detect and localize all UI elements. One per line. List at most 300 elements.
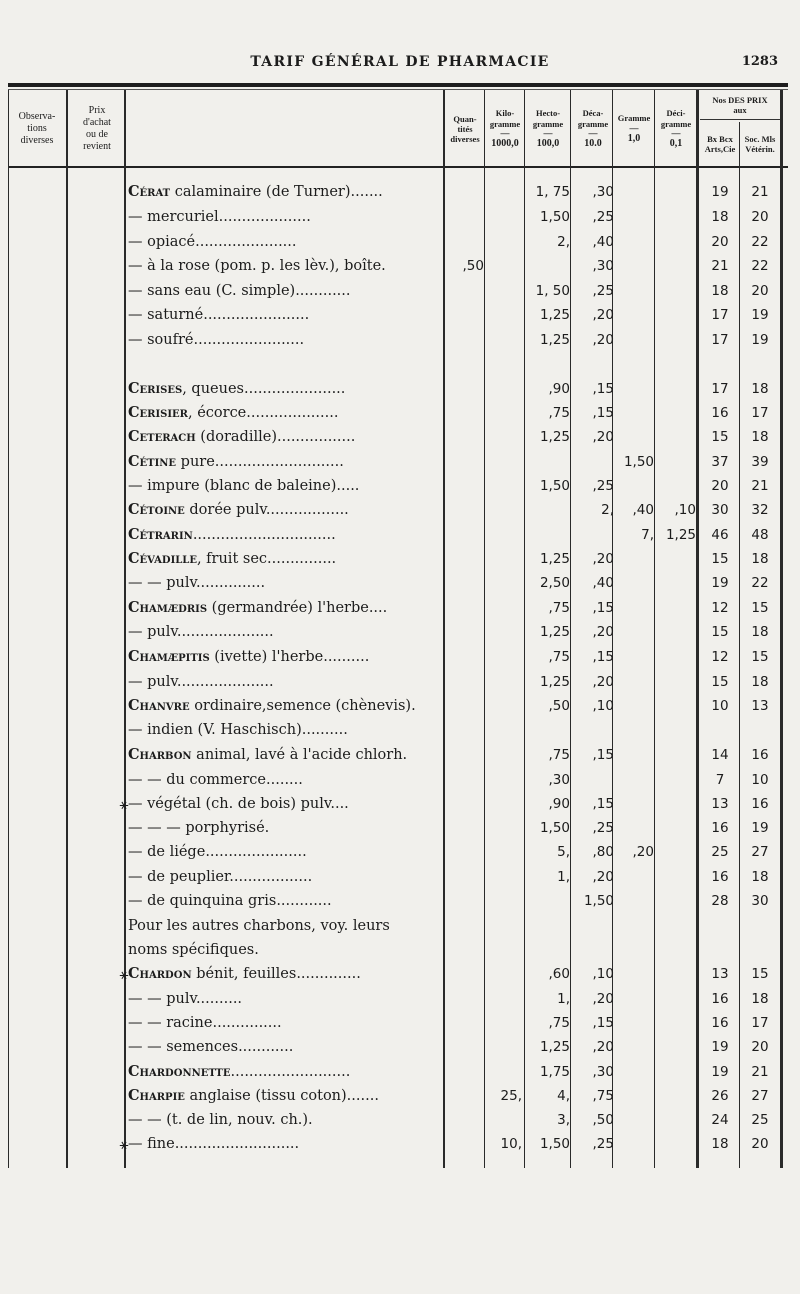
row-bx-value: 21: [711, 258, 729, 274]
row-dag-value: ,30: [592, 1064, 614, 1080]
row-item-description: — mercuriel: [128, 209, 219, 225]
row-item-leader-dots: ...........................: [174, 1136, 300, 1152]
row-bx-value: 20: [711, 234, 729, 250]
row-bx-value: 14: [711, 747, 729, 763]
row-dag-value: 1,50: [583, 893, 614, 909]
row-item-leader-dots: ..........................: [230, 1064, 351, 1080]
row-dag-value: ,15: [592, 1015, 614, 1031]
row-item-heading: Cerises: [128, 380, 183, 397]
row-item-description: — à la rose (pom. p. les lèv.), boîte.: [128, 258, 386, 274]
row-soc-value: 18: [751, 869, 769, 885]
row-soc-value: 19: [751, 332, 769, 348]
row-hg-value: 3,: [557, 1112, 570, 1128]
table-row: [0, 254, 800, 278]
col-header-bx-arts: Bx Bcx Arts,Cie: [704, 133, 736, 154]
row-item-name: [128, 768, 438, 792]
row-bx-value: 17: [711, 332, 729, 348]
row-item-leader-dots: ............................: [214, 454, 344, 470]
table-row: [0, 768, 800, 792]
page-number: 1283: [741, 54, 778, 69]
row-item-description: calaminaire (de Turner): [170, 184, 351, 200]
row-item-description: — indien (V. Haschisch): [128, 722, 302, 738]
row-item-heading: Charpie: [128, 1087, 185, 1104]
row-hg-value: 1,25: [539, 551, 570, 567]
col-header-decigram-unit: 0,1: [669, 137, 683, 149]
table-row: [0, 938, 800, 962]
row-g-value: 7,: [641, 527, 654, 543]
row-hg-value: 1, 75: [535, 184, 570, 200]
row-bx-value: 16: [711, 1015, 729, 1031]
col-header-hectogram-unit: 100,0: [536, 137, 560, 149]
row-item-leader-dots: ............: [238, 1039, 294, 1055]
row-dag-value: ,75: [592, 1088, 614, 1104]
row-item-leader-dots: ....: [330, 796, 349, 812]
row-soc-value: 19: [751, 307, 769, 323]
row-soc-value: 18: [751, 429, 769, 445]
row-soc-value: 21: [751, 478, 769, 494]
row-bx-value: 13: [711, 966, 729, 982]
row-item-name: [128, 1035, 438, 1059]
row-item-name: [128, 792, 438, 816]
row-soc-value: 21: [751, 184, 769, 200]
row-item-name: [128, 889, 438, 913]
row-soc-value: 18: [751, 624, 769, 640]
row-item-name: [128, 1132, 438, 1156]
row-item-name: [128, 865, 438, 889]
row-item-description: Pour les autres charbons, voy. leurs: [128, 918, 390, 934]
table-row: [0, 962, 800, 986]
row-qty-value: ,50: [462, 258, 484, 274]
row-item-description: — de peuplier: [128, 869, 230, 885]
row-item-name: [128, 205, 438, 229]
table-row: [0, 889, 800, 913]
row-item-leader-dots: ......................: [244, 381, 346, 397]
row-item-name: [128, 230, 438, 254]
row-item-name: [128, 914, 438, 938]
row-bx-value: 18: [711, 209, 729, 225]
row-item-description: — pulv.: [128, 624, 182, 640]
row-item-name: [128, 450, 438, 474]
table-row: [0, 474, 800, 498]
row-hg-value: 1,50: [539, 478, 570, 494]
row-item-description: bénit, feuilles: [191, 966, 297, 982]
row-hg-value: ,50: [548, 698, 570, 714]
row-dag-value: ,20: [592, 624, 614, 640]
row-item-description: (germandrée) l'herbe: [207, 600, 369, 616]
row-item-leader-dots: ..........: [301, 722, 348, 738]
row-item-leader-dots: ....................: [181, 624, 274, 640]
row-item-leader-dots: ..............: [296, 966, 361, 982]
table-row: [0, 1084, 800, 1108]
row-hg-value: 1,: [557, 991, 570, 1007]
col-header-gram-dash: —: [629, 122, 639, 133]
row-item-heading: Charbon: [128, 746, 192, 763]
row-bx-value: 15: [711, 429, 729, 445]
row-bx-value: 46: [711, 527, 729, 543]
row-item-description: — — semences: [128, 1039, 239, 1055]
row-bx-value: 18: [711, 1136, 729, 1152]
row-soc-value: 30: [751, 893, 769, 909]
row-item-description: — végétal (ch. de bois) pulv: [128, 796, 331, 812]
row-item-name: [128, 816, 438, 840]
row-item-heading: Ceterach: [128, 428, 196, 445]
row-item-name: [128, 962, 438, 986]
row-item-leader-dots: ..........: [195, 991, 243, 1007]
row-bx-value: 15: [711, 624, 729, 640]
row-dag-value: ,20: [592, 551, 614, 567]
table-row: [0, 1060, 800, 1084]
row-soc-value: 16: [751, 747, 769, 763]
row-item-name: [128, 645, 438, 669]
row-item-leader-dots: .....: [336, 478, 360, 494]
row-bx-value: 24: [711, 1112, 729, 1128]
row-item-leader-dots: ....................: [246, 405, 339, 421]
row-soc-value: 21: [751, 1064, 769, 1080]
row-item-leader-dots: ..........: [323, 649, 370, 665]
row-dag-value: ,25: [592, 478, 614, 494]
row-marker-icon: ⚹: [119, 1135, 129, 1153]
row-hg-value: ,75: [548, 600, 570, 616]
row-bx-value: 12: [711, 649, 729, 665]
col-header-decagram-label: Déca- gramme: [577, 108, 609, 129]
nos-prix-bar: [700, 119, 780, 120]
row-item-leader-dots: ........: [266, 772, 303, 788]
table-row: [0, 718, 800, 742]
col-header-quantities: Quan- tités diverses: [450, 113, 480, 145]
row-item-leader-dots: ........................: [193, 332, 305, 348]
row-item-leader-dots: ....................: [218, 209, 311, 225]
row-hg-value: 1,25: [539, 429, 570, 445]
row-item-description: — pulv: [128, 674, 177, 690]
row-dag-value: ,15: [592, 649, 614, 665]
row-bx-value: 19: [711, 1064, 729, 1080]
row-item-heading: Cétine: [128, 453, 177, 470]
row-item-leader-dots: ......................: [205, 844, 307, 860]
row-item-heading: Chardon: [128, 965, 192, 982]
row-bx-value: 16: [711, 405, 729, 421]
row-bx-value: 16: [711, 820, 729, 836]
row-item-name: [128, 401, 438, 425]
row-item-description: , écorce: [187, 405, 247, 421]
row-marker-icon: ⚹: [119, 795, 129, 813]
table-row: [0, 596, 800, 620]
row-item-description: — — pulv: [128, 991, 196, 1007]
row-bx-value: 7: [715, 772, 725, 788]
row-item-description: — opiacé: [128, 234, 196, 250]
row-hg-value: 1,25: [539, 674, 570, 690]
row-item-description: — — — porphyrisé.: [128, 820, 270, 836]
table-row: [0, 523, 800, 547]
row-hg-value: 1,50: [539, 209, 570, 225]
row-dag-value: ,20: [592, 429, 614, 445]
table-row: [0, 645, 800, 669]
row-item-name: [128, 523, 438, 547]
row-item-name: [128, 1060, 438, 1084]
row-soc-value: 39: [751, 454, 769, 470]
row-soc-value: 15: [751, 600, 769, 616]
page-header: [0, 54, 800, 78]
table-row: [0, 840, 800, 864]
row-item-leader-dots: ...............: [195, 575, 266, 591]
row-hg-value: 1,25: [539, 624, 570, 640]
row-dag-value: ,20: [592, 869, 614, 885]
row-bx-value: 15: [711, 674, 729, 690]
col-header-hectogram: [526, 92, 570, 166]
row-item-heading: Cétoine: [128, 501, 185, 518]
row-item-name: [128, 498, 438, 522]
row-bx-value: 37: [711, 454, 729, 470]
row-item-name: [128, 303, 438, 327]
col-header-purchase-price: Prix d'achat ou de revient: [83, 105, 111, 152]
row-soc-value: 22: [751, 575, 769, 591]
row-g-value: ,40: [632, 502, 654, 518]
row-bx-value: 12: [711, 600, 729, 616]
row-item-leader-dots: ...............: [267, 551, 337, 567]
table-row: [0, 205, 800, 229]
col-header-gram-label: Gramme: [617, 113, 651, 124]
row-dag-value: ,50: [592, 1112, 614, 1128]
col-header-kilogram: [486, 92, 524, 166]
row-dag-value: ,30: [592, 184, 614, 200]
row-soc-value: 48: [751, 527, 769, 543]
row-hg-value: 1,50: [539, 1136, 570, 1152]
row-bx-value: 20: [711, 478, 729, 494]
row-dg-value: ,10: [674, 502, 696, 518]
row-item-heading: Chardonnette: [128, 1063, 231, 1080]
row-hg-value: ,90: [548, 381, 570, 397]
table-row: [0, 1108, 800, 1132]
col-header-gram: [614, 92, 654, 166]
table-row: [0, 498, 800, 522]
row-soc-value: 27: [751, 844, 769, 860]
row-bx-value: 18: [711, 283, 729, 299]
table-row: [0, 1035, 800, 1059]
table-row: [0, 180, 800, 204]
row-item-heading: Cerisier: [128, 404, 188, 421]
row-soc-value: 18: [751, 991, 769, 1007]
row-item-leader-dots: .....................: [176, 674, 274, 690]
row-dag-value: ,40: [592, 234, 614, 250]
row-bx-value: 19: [711, 184, 729, 200]
row-dag-value: ,20: [592, 991, 614, 1007]
row-item-description: — — pulv: [128, 575, 196, 591]
row-bx-value: 19: [711, 1039, 729, 1055]
row-dag-value: ,25: [592, 820, 614, 836]
row-hg-value: 1,25: [539, 307, 570, 323]
row-soc-value: 20: [751, 209, 769, 225]
row-dag-value: 2,: [601, 502, 614, 518]
row-item-description: dorée pulv: [184, 502, 266, 518]
row-item-description: pure: [176, 454, 215, 470]
col-header-kilogram-dash: —: [500, 127, 510, 138]
row-item-description: (ivette) l'herbe: [209, 649, 324, 665]
row-dag-value: ,20: [592, 674, 614, 690]
row-item-name: [128, 743, 438, 767]
table-row: [0, 865, 800, 889]
row-hg-value: 1, 50: [535, 283, 570, 299]
table-row: [0, 743, 800, 767]
row-bx-value: 13: [711, 796, 729, 812]
row-hg-value: 1,75: [539, 1064, 570, 1080]
row-soc-value: 20: [751, 1039, 769, 1055]
row-item-description: (doradille): [195, 429, 277, 445]
row-hg-value: ,75: [548, 1015, 570, 1031]
row-item-description: — impure (blanc de baleine): [128, 478, 337, 494]
row-soc-value: 18: [751, 381, 769, 397]
row-item-name: [128, 1084, 438, 1108]
table-row: [0, 816, 800, 840]
row-dag-value: ,80: [592, 844, 614, 860]
row-soc-value: 20: [751, 1136, 769, 1152]
col-header-hectogram-dash: —: [543, 127, 553, 138]
page-title: TARIF GÉNÉRAL DE PHARMACIE: [250, 54, 550, 70]
row-item-description: — — (t. de lin, nouv. ch.).: [128, 1112, 313, 1128]
row-dag-value: ,15: [592, 405, 614, 421]
table-row: [0, 401, 800, 425]
col-header-kilogram-label: Kilo- gramme: [489, 108, 521, 129]
row-soc-value: 27: [751, 1088, 769, 1104]
row-item-description: — — du commerce: [128, 772, 267, 788]
header-rule: [8, 83, 788, 87]
row-dag-value: ,25: [592, 283, 614, 299]
row-dag-value: ,30: [592, 258, 614, 274]
row-dg-value: 1,25: [665, 527, 696, 543]
row-soc-value: 16: [751, 796, 769, 812]
row-bx-value: 16: [711, 869, 729, 885]
row-item-name: [128, 1011, 438, 1035]
col-header-decigram: [656, 92, 696, 166]
row-item-leader-dots: ...............................: [192, 527, 336, 543]
row-soc-value: 20: [751, 283, 769, 299]
row-item-leader-dots: ...............: [212, 1015, 282, 1031]
table-row: [0, 450, 800, 474]
row-item-description: , fruit sec: [196, 551, 268, 567]
row-item-description: — soufré: [128, 332, 194, 348]
row-item-leader-dots: ..................: [265, 502, 349, 518]
row-bx-value: 30: [711, 502, 729, 518]
col-header-hectogram-label: Hecto- gramme: [532, 108, 564, 129]
row-item-description: noms spécifiques.: [128, 942, 259, 958]
row-bx-value: 15: [711, 551, 729, 567]
table-row: [0, 547, 800, 571]
row-hg-value: ,30: [548, 772, 570, 788]
row-dag-value: ,10: [592, 966, 614, 982]
col-header-decigram-dash: —: [671, 127, 681, 138]
table-row: [0, 670, 800, 694]
table-row: [0, 1132, 800, 1156]
table-row: [0, 620, 800, 644]
row-item-name: [128, 571, 438, 595]
row-hg-value: ,75: [548, 405, 570, 421]
row-marker-icon: ⚹: [119, 965, 129, 983]
table-row: [0, 230, 800, 254]
row-item-description: — de quinquina gris: [128, 893, 277, 909]
row-dag-value: ,20: [592, 332, 614, 348]
row-item-leader-dots: .......: [350, 184, 383, 200]
row-item-name: [128, 670, 438, 694]
row-item-name: [128, 718, 438, 742]
row-item-name: [128, 547, 438, 571]
row-kg-value: 25,: [500, 1088, 522, 1104]
row-item-name: [128, 377, 438, 401]
row-hg-value: 1,25: [539, 332, 570, 348]
row-soc-value: 17: [751, 1015, 769, 1031]
row-item-description: animal, lavé à l'acide chlorh.: [191, 747, 408, 763]
table-row: [0, 328, 800, 352]
row-hg-value: 1,25: [539, 1039, 570, 1055]
row-dag-value: ,15: [592, 747, 614, 763]
row-bx-value: 10: [711, 698, 729, 714]
row-item-leader-dots: .................: [277, 429, 356, 445]
row-soc-value: 10: [751, 772, 769, 788]
col-header-decagram: [572, 92, 614, 166]
table-row: [0, 987, 800, 1011]
row-item-name: [128, 620, 438, 644]
row-hg-value: 2,50: [539, 575, 570, 591]
row-soc-value: 17: [751, 405, 769, 421]
table-row: [0, 425, 800, 449]
row-bx-value: 16: [711, 991, 729, 1007]
row-item-description: ordinaire,semence (chènevis).: [189, 698, 416, 714]
row-g-value: 1,50: [623, 454, 654, 470]
row-item-name: [128, 474, 438, 498]
row-dag-value: ,20: [592, 307, 614, 323]
table-row: [0, 694, 800, 718]
row-item-description: — saturné: [128, 307, 204, 323]
row-item-leader-dots: ......................: [195, 234, 297, 250]
row-bx-value: 19: [711, 575, 729, 591]
row-soc-value: 19: [751, 820, 769, 836]
row-item-description: — — racine: [128, 1015, 213, 1031]
row-soc-value: 15: [751, 649, 769, 665]
row-item-name: [128, 840, 438, 864]
col-header-kilogram-unit: 1000,0: [491, 137, 519, 149]
row-item-description: anglaise (tissu coton): [184, 1088, 347, 1104]
row-bx-value: 28: [711, 893, 729, 909]
row-hg-value: ,90: [548, 796, 570, 812]
row-kg-value: 10,: [500, 1136, 522, 1152]
col-header-gram-unit: 1,0: [627, 132, 641, 144]
row-hg-value: 1,: [557, 869, 570, 885]
row-soc-value: 22: [751, 234, 769, 250]
table-row: [0, 914, 800, 938]
row-item-heading: Chamæpitis: [128, 648, 210, 665]
row-dag-value: ,25: [592, 1136, 614, 1152]
row-hg-value: ,75: [548, 649, 570, 665]
row-bx-value: 25: [711, 844, 729, 860]
table-row: [0, 1011, 800, 1035]
row-item-name: [128, 1108, 438, 1132]
row-soc-value: 15: [751, 966, 769, 982]
row-item-leader-dots: .......: [346, 1088, 379, 1104]
row-soc-value: 18: [751, 551, 769, 567]
row-hg-value: 4,: [557, 1088, 570, 1104]
row-hg-value: 5,: [557, 844, 570, 860]
row-item-leader-dots: .......................: [203, 307, 310, 323]
row-item-description: — fine: [128, 1136, 175, 1152]
row-item-leader-dots: ..................: [229, 869, 313, 885]
table-row: [0, 279, 800, 303]
row-item-heading: Chamædris: [128, 599, 208, 616]
row-bx-value: 17: [711, 307, 729, 323]
row-dag-value: ,15: [592, 381, 614, 397]
table-row: [0, 303, 800, 327]
row-item-name: [128, 938, 438, 962]
col-header-decigram-label: Déci- gramme: [660, 108, 692, 129]
row-soc-value: 18: [751, 674, 769, 690]
row-item-name: [128, 279, 438, 303]
row-item-heading: Cétrarin: [128, 526, 193, 543]
